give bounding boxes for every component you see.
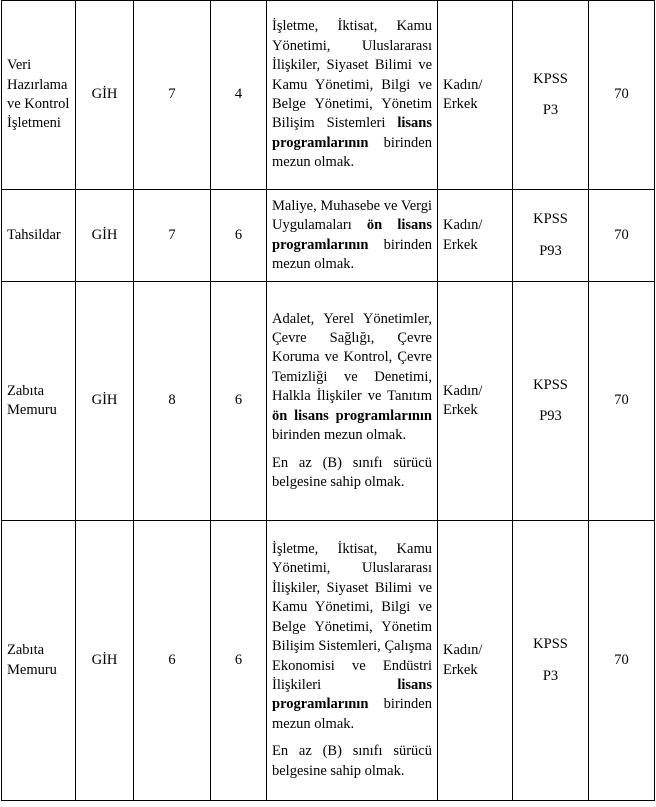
kpss-score-type: KPSS P93 (513, 282, 589, 521)
service-class: GİH (76, 190, 134, 282)
position-title: Zabıta Memuru (2, 521, 76, 801)
table-row (2, 282, 655, 521)
position-count: 6 (211, 521, 267, 801)
table-row (2, 521, 655, 801)
gender: Kadın/ Erkek (438, 190, 513, 282)
service-class: GİH (76, 1, 134, 190)
service-class: GİH (76, 521, 134, 801)
gender: Kadın/ Erkek (438, 282, 513, 521)
position-degree: 7 (134, 190, 211, 282)
position-degree: 8 (134, 282, 211, 521)
table-row (2, 190, 655, 282)
education-requirement: İşletme, İktisat, Kamu Yönetimi, Uluslararası İlişkiler, Siyaset Bilimi ve Kamu Yönetimi, Bilgi ve Belge Yönetimi, Yönetim Bilişim Sistemleri lisans programlarının birinden mezun olmak. (272, 18, 432, 171)
position-count: 6 (211, 282, 267, 521)
gender: Kadın/ Erkek (438, 521, 513, 801)
min-score: 70 (589, 1, 655, 190)
license-requirement: En az (B) sınıfı sürücü belgesine sahip olmak. (272, 743, 432, 779)
requirements-cell (267, 1, 438, 190)
kpss-score-type: KPSS P3 (513, 1, 589, 190)
license-requirement: En az (B) sınıfı sürücü belgesine sahip olmak. (272, 454, 432, 490)
requirements-cell (267, 282, 438, 521)
positions-table (1, 0, 655, 801)
min-score: 70 (589, 190, 655, 282)
education-requirement: İşletme, İktisat, Kamu Yönetimi, Uluslararası İlişkiler, Siyaset Bilimi ve Kamu Yönetimi, Bilgi ve Belge Yönetimi, Yönetim Bilişim Sistemleri, Çalışma Ekonomisi ve Endüstri İlişkileri lisans programlarının birinden mezun olmak. (272, 541, 432, 732)
gender: Kadın/ Erkek (438, 1, 513, 190)
min-score: 70 (589, 521, 655, 801)
position-degree: 6 (134, 521, 211, 801)
kpss-score-type: KPSS P93 (513, 190, 589, 282)
table-row (2, 1, 655, 190)
position-title: Zabıta Memuru (2, 282, 76, 521)
service-class: GİH (76, 282, 134, 521)
position-count: 6 (211, 190, 267, 282)
min-score: 70 (589, 282, 655, 521)
kpss-score-type: KPSS P3 (513, 521, 589, 801)
position-title: Veri Hazırlama ve Kontrol İşletmeni (2, 1, 76, 190)
position-degree: 7 (134, 1, 211, 190)
position-count: 4 (211, 1, 267, 190)
education-requirement: Adalet, Yerel Yönetimler, Çevre Sağlığı, Çevre Koruma ve Kontrol, Çevre Temizliği ve Denetimi, Halkla İlişkiler ve Tanıtım ön lisans programlarının birinden mezun olmak. (272, 310, 432, 444)
requirements-cell (267, 521, 438, 801)
education-requirement: Maliye, Muhasebe ve Vergi Uygulamaları ön lisans programlarının birinden mezun olmak. (272, 197, 432, 272)
requirements-cell (267, 190, 438, 282)
position-title: Tahsildar (2, 190, 76, 282)
